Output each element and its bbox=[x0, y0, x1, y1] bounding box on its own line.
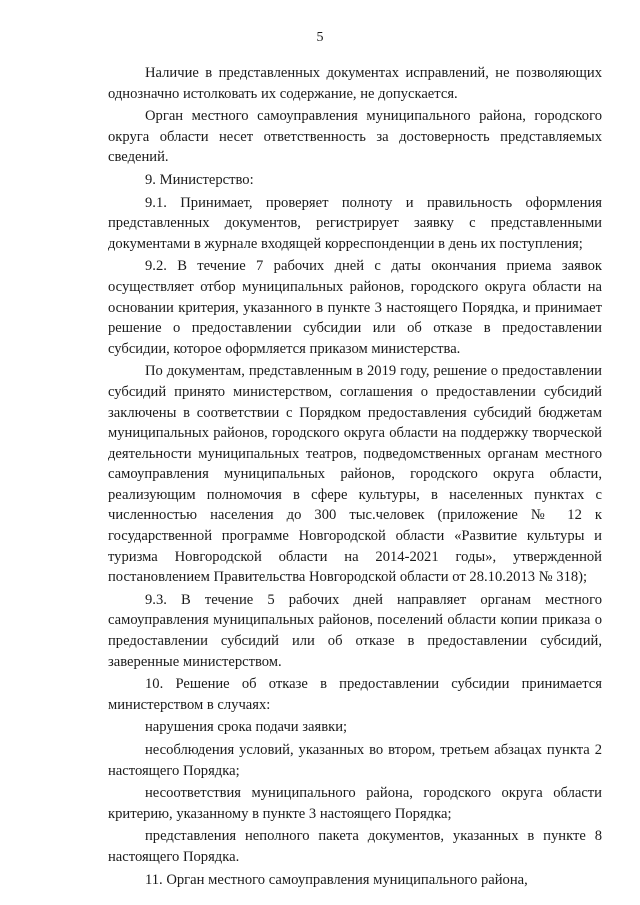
paragraph: По документам, представленным в 2019 году, решение о предоставлении субсидий принято министерством, соглашения о предоставлении субсидий заключены в соответствии с Порядком предоставления субсидий бюджетам муниципальных районов, городского округа области на поддержку творческой деятельности муниципальных театров, подведомственных органам местного самоуправления муниципальных районов, городского округа области, реализующим полномочия в сфере культуры, в населенных пунктах с численностью населения до 300 тыс.человек (приложение № 12 к государственной программе Новгородской области «Развитие культуры и туризма Новгородской области на 2014-2021 годы», утвержденной постановлением Правительства Новгородской области от 28.10.2013 № 318); bbox=[108, 363, 602, 586]
paragraph: 9.1. Принимает, проверяет полноту и правильность оформления представленных документов, регистрирует заявку с представленными документами в журнале входящей корреспонденции в день их поступления; bbox=[108, 194, 602, 252]
paragraph: несоответствия муниципального района, городского округа области критерию, указанному в пункте 3 настоящего Порядка; bbox=[108, 785, 602, 822]
paragraph: 9.2. В течение 7 рабочих дней с даты окончания приема заявок осуществляет отбор муниципальных районов, городского округа области на основании критерия, указанного в пункте 3 настоящего Порядка, и принимает решение о предоставлении субсидии или об отказе в предоставлении субсидии, которое оформляется приказом министерства. bbox=[108, 258, 602, 357]
paragraph: 11. Орган местного самоуправления муниципального района, bbox=[145, 871, 528, 888]
paragraph: 9. Министерство: bbox=[145, 171, 254, 188]
page-number: 5 bbox=[316, 30, 324, 45]
paragraph: представления неполного пакета документов, указанных в пункте 8 настоящего Порядка. bbox=[108, 828, 602, 865]
paragraph: Наличие в представленных документах исправлений, не позволяющих однозначно истолковать их содержание, не допускается. bbox=[108, 65, 602, 102]
paragraph: 10. Решение об отказе в предоставлении субсидии принимается министерством в случаях: bbox=[108, 676, 602, 713]
paragraph: нарушения срока подачи заявки; bbox=[145, 719, 348, 736]
paragraph: Орган местного самоуправления муниципального района, городского округа области несет ответственность за достоверность представляемых сведений. bbox=[108, 108, 602, 166]
paragraph: несоблюдения условий, указанных во втором, третьем абзацах пункта 2 настоящего Порядка; bbox=[108, 742, 602, 779]
document-body bbox=[108, 63, 602, 890]
paragraph: 9.3. В течение 5 рабочих дней направляет органам местного самоуправления муниципальных районов, поселений области копии приказа о предоставлении субсидий или об отказе в предоставлении субсидий, заверенные министерством. bbox=[108, 591, 602, 670]
